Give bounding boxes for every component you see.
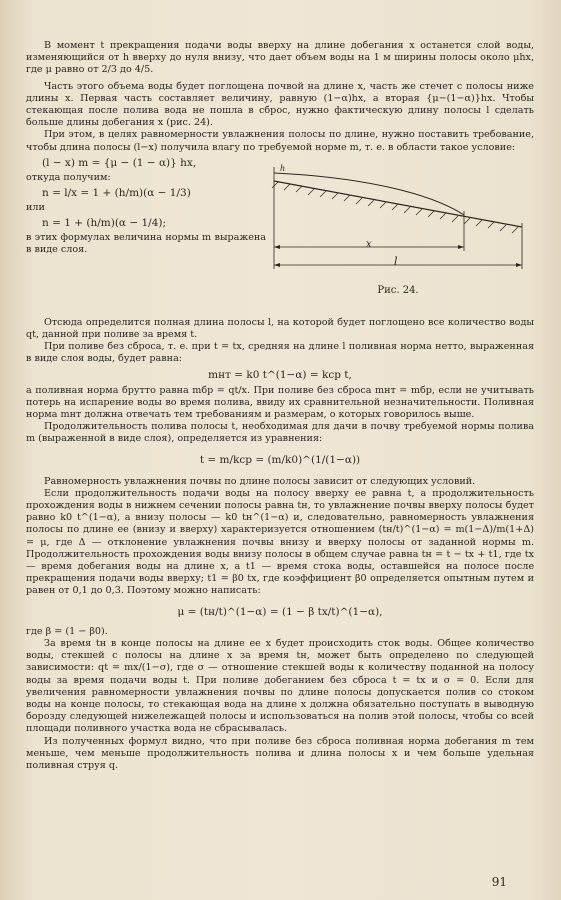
- paragraph-norm-note: в этих формулах величина нормы m выражена в виде слоя.: [26, 232, 266, 256]
- formula-figure-block: [26, 157, 534, 317]
- figure-24: [268, 159, 528, 296]
- formula-duration: t = m/kср = (m/k0)^(1/(1−α)): [199, 453, 361, 466]
- paragraph-6: а поливная норма брутто равна mбр = qt/x. При поливе без сброса mнт = mбр, если не учитывать потерь на испарение воды во время полива, ввиду их сравнительной незначительности. Поливная норма mнт должна отвечать тем требованиям и размерам, о которых говорилось выше.: [26, 384, 534, 421]
- paragraph-10: где β = (1 − β0).: [26, 625, 108, 637]
- figure-caption: Рис. 24.: [377, 284, 419, 296]
- paragraph-7: Продолжительность полива полосы t, необходимая для дачи в почву требуемой нормы полива m (выраженной в виде слоя), определяется из уравнения:: [26, 421, 534, 445]
- svg-text:h: h: [280, 163, 286, 173]
- formula-n-1: n = l/x = 1 + (h/m)(α − 1/3): [42, 187, 191, 200]
- paragraph-hence: откуда получим:: [26, 171, 111, 183]
- formula-uniformity: μ = (tн/t)^(1−α) = (1 − β tx/t)^(1−α),: [177, 605, 383, 618]
- page-number: 91: [491, 875, 507, 889]
- formula-condition: (l − x) m = {μ − (1 − α)} hx,: [42, 156, 197, 169]
- text-column: [26, 40, 534, 772]
- paragraph-4: Отсюда определится полная длина полосы l, на которой будет поглощено все количество воды qt, данной при поливе за время t.: [26, 316, 534, 341]
- paragraph-5: При поливе без сброса, т. е. при t = tx, средняя на длине l поливная норма нетто, выраженная в виде слоя воды, будет равна:: [26, 341, 534, 365]
- formula-net-norm: mнт = k0 t^(1−α) = kср t,: [208, 368, 352, 381]
- paragraph-8: Равномерность увлажнения почвы по длине полосы зависит от следующих условий.: [44, 475, 476, 487]
- figure-label-x: x: [366, 238, 372, 250]
- figure-label-l: l: [394, 254, 398, 268]
- paragraph-1: В момент t прекращения подачи воды вверху на длине добегания x останется слой воды, изменяющийся от h вверху до нуля внизу, что дает объем воды на 1 м ширины полосы около μhx, где μ равно от 2/3 до 4/5.: [26, 40, 534, 76]
- paragraph-11: За время tн в конце полосы на длине ее x будет происходить сток воды. Общее количество воды, стекшей с полосы на длине x за время tн, может быть определено по следующей зависимости: qt = mx/(1−σ), где σ — отношение стекшей воды к количеству поданной на полосу воды за время подачи воды t. При поливе добеганием без сброса t = tx и σ = 0. Если для увеличения равномерности увлажнения почвы по длине полосы допускается полив со стоком воды на конце полосы, то стекающая вода на длине x должна обязательно поступать в выводную борозду следующей нижележащей полосы и использоваться на полив этой полосы, чтобы со всей площади поливного участка вода не сбрасывалась.: [26, 637, 534, 735]
- paragraph-2: Часть этого объема воды будет поглощена почвой на длине x, часть же стечет с полосы ниже длины x. Первая часть составляет величину, равную (1−α)hx, а вторая {μ−(1−α)}hx. Чтобы стекающая после полива вода не пошла в сброс, нужно фактическую длину полосы l сделать больше длины добегания x (рис. 24).: [26, 80, 534, 129]
- paragraph-9: Если продолжительность подачи воды на полосу вверху ее равна t, а продолжительность прохождения воды в нижнем сечении полосы равна tн, то увлажнение почвы вверху полосы будет равно k0 t^(1−α), а внизу полосы — k0 tн^(1−α) и, следовательно, равномерность увлажнения полосы по длине ее (внизу и вверху) характеризуется отношением (tн/t)^(1−α) = m(1−Δ)/m(1+Δ) = μ, где Δ — отклонение увлажнения почвы внизу и вверху полосы от заданной нормы m. Продолжительность прохождения воды внизу полосы в общем случае равна tн = t − tx + t1, где tx — время добегания воды на длине x, а t1 — время стока воды, оставшейся на полосе после прекращения подачи воды вверху; t1 = β0 tx, где коэффициент β0 определяется опытным путем и равен от 0,1 до 0,3. Поэтому можно написать:: [26, 487, 534, 597]
- formula-n-2: n = 1 + (h/m)(α − 1/4);: [42, 217, 167, 230]
- paragraph-12: Из полученных формул видно, что при поливе без сброса поливная норма добегания m тем меньше, чем меньше продолжительность полива и длина полосы x и чем больше удельная поливная струя q.: [26, 735, 534, 771]
- paragraph-3: При этом, в целях равномерности увлажнения полосы по длине, нужно поставить требование, чтобы длина полосы (l−x) получила влагу по требуемой норме m, т. е. в области такое условие:: [26, 129, 534, 153]
- paragraph-or: или: [26, 202, 45, 214]
- figure-24-drawing: [268, 159, 528, 277]
